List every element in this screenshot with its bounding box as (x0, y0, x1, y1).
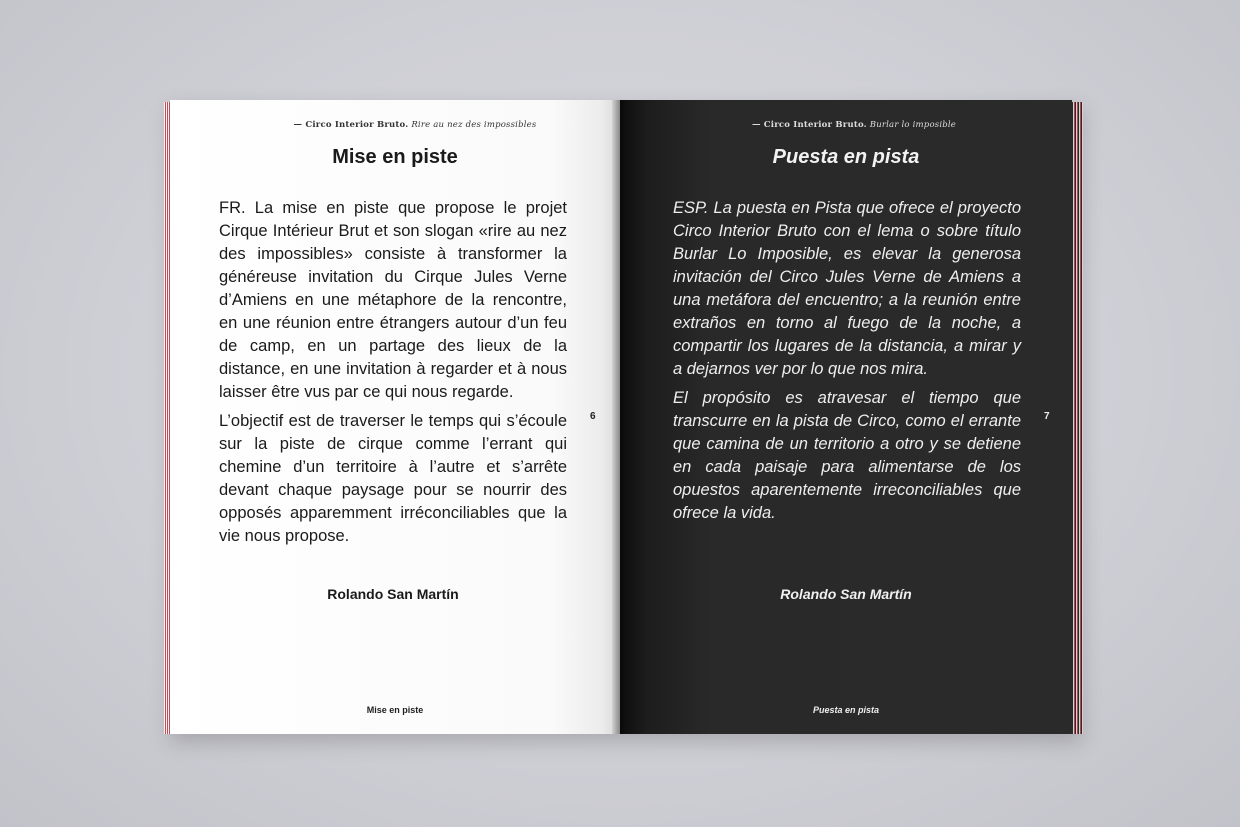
book-gutter (612, 100, 626, 734)
left-page (170, 100, 620, 734)
paragraph: El propósito es atravesar el tiempo que transcurre en la pista de Circo, como el errante que camina de un territorio a otro y se detiene en cada paisaje para alimentarse de los opuestos aparentemente irreconciliables que ofrece la vida. (673, 389, 1021, 522)
paragraph: L’objectif est de traverser le temps qui s’écoule sur la piste de cirque comme l’errant qui chemine d’un territoire à l’autre et s’arrête devant chaque paysage pour se nourrir des opposés apparemment irréconciliables que la vie nous propose. (219, 412, 567, 545)
signature-right: Rolando San Martín (780, 586, 912, 602)
paragraph: FR. La mise en piste que propose le projet Cirque Intérieur Brut et son slogan «rire au nez des impossibles» consiste à transformer la généreuse invitation du Cirque Jules Verne d’Amiens en une métaphore de la rencontre, en une réunion entre étrangers autour d’un feu de camp, en un partage des lieux de la distance, en une invitation à regarder et à nous laisser être vus par ce qui nous regarde. (219, 199, 567, 401)
body-text-right (673, 197, 1021, 531)
right-page (620, 100, 1072, 734)
paragraph: ESP. La puesta en Pista que ofrece el proyecto Circo Interior Bruto con el lema o sobre título Burlar Lo Imposible, es elevar la generosa invitación del Circo Jules Verne de Amiens a una metáfora del encuentro; a la reunión entre extraños en torno al fuego de la noche, a compartir los lugares de la distancia, a mirar y a dejarnos ver por lo que nos mira. (673, 199, 1021, 378)
page-title-left: Mise en piste (332, 146, 458, 168)
signature-left: Rolando San Martín (327, 586, 459, 602)
running-head-right: — Circo Interior Bruto. Burlar lo imposible (751, 120, 957, 130)
page-number-left: 6 (590, 411, 596, 422)
running-head-left: — Circo Interior Bruto. Rire au nez des impossibles (293, 120, 537, 130)
footer-left: Mise en piste (366, 705, 424, 715)
page-number-right: 7 (1044, 411, 1050, 422)
footer-right: Puesta en pista (812, 705, 880, 715)
body-text-left (219, 197, 567, 554)
page-title-right: Puesta en pista (772, 146, 920, 168)
